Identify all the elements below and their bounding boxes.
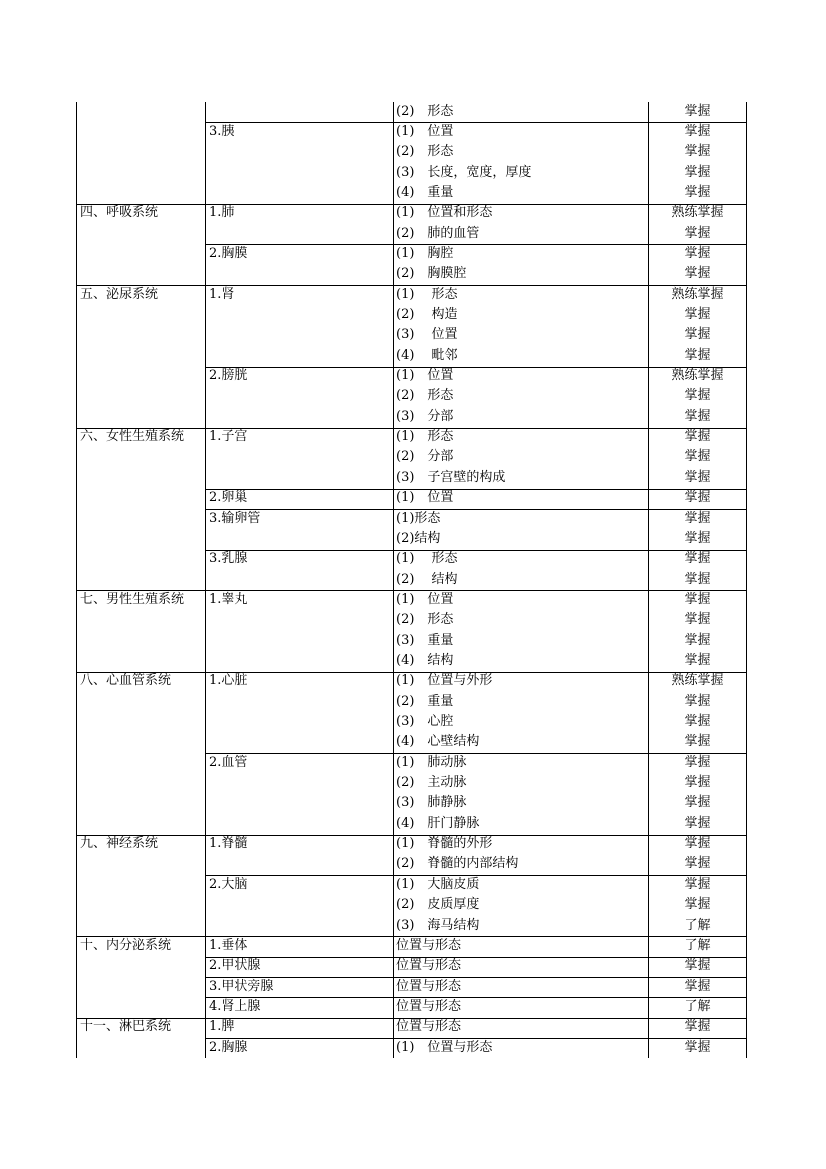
requirement-cell: 掌握 [684,347,711,363]
content-cell: 位置与形态 [396,958,462,974]
requirement-cell: 了解 [684,998,711,1014]
content-cell: (1) 胸腔 [396,245,454,261]
requirement-cell: 掌握 [684,754,711,770]
requirement-cell: 熟练掌握 [671,673,724,689]
content-cell: (2) 主动脉 [396,775,467,791]
content-cell: 位置与形态 [396,1019,462,1035]
content-cell: (2) 肺的血管 [396,225,480,241]
topic-cell: 2.卵巢 [209,490,248,506]
content-cell: (2) 形态 [396,388,454,404]
content-cell: (4) 肝门静脉 [396,815,480,831]
system-cell: 八、心血管系统 [80,673,172,689]
requirement-cell: 掌握 [684,490,711,506]
system-cell: 十、内分泌系统 [80,937,172,953]
requirement-cell: 掌握 [684,652,711,668]
requirement-cell: 掌握 [684,530,711,546]
requirement-cell: 掌握 [684,184,711,200]
topic-cell: 3.输卵管 [209,510,261,526]
content-cell: (2) 形态 [396,144,454,160]
content-cell: (1) 位置和形态 [396,205,493,221]
topic-cell: 2.血管 [209,754,248,770]
requirement-cell: 掌握 [684,612,711,628]
content-cell: (2) 分部 [396,449,454,465]
content-cell: (3) 长度，宽度，厚度 [396,164,532,180]
requirement-cell: 熟练掌握 [671,205,724,221]
topic-cell: 4.肾上腺 [209,998,261,1014]
content-cell: (1) 位置 [396,490,454,506]
requirement-cell: 掌握 [684,958,711,974]
topic-cell: 1.垂体 [209,937,248,953]
requirement-cell: 掌握 [684,551,711,567]
requirement-cell: 掌握 [684,388,711,404]
content-cell: (3) 重量 [396,632,454,648]
content-cell: (2) 皮质厚度 [396,897,480,913]
requirement-cell: 掌握 [684,978,711,994]
column-border-0 [76,102,77,1058]
topic-cell: 1.子宫 [209,429,248,445]
requirement-cell: 掌握 [684,856,711,872]
content-cell: (2)结构 [396,530,441,546]
content-cell: (4) 结构 [396,652,454,668]
content-cell: (1) 大脑皮质 [396,876,480,892]
requirement-cell: 了解 [684,917,711,933]
content-cell: (4) 重量 [396,184,454,200]
requirement-cell: 掌握 [684,144,711,160]
topic-cell: 1.脾 [209,1019,235,1035]
topic-cell: 3.甲状旁腺 [209,978,274,994]
topic-cell: 2.胸腺 [209,1039,248,1055]
requirement-cell: 了解 [684,937,711,953]
content-cell: (2) 形态 [396,612,454,628]
requirement-cell: 掌握 [684,836,711,852]
content-cell: (1) 位置与形态 [396,1039,493,1055]
column-border-4 [746,102,747,1058]
requirement-cell: 掌握 [684,714,711,729]
content-cell: (1) 位置 [396,591,454,607]
content-cell: 位置与形态 [396,998,462,1014]
system-cell: 九、神经系统 [80,836,159,852]
system-cell: 十一、淋巴系统 [80,1019,172,1035]
topic-cell: 1.肾 [209,286,235,302]
requirement-cell: 掌握 [684,307,711,322]
topic-cell: 1.肺 [209,205,235,221]
requirement-cell: 掌握 [684,632,711,648]
requirement-cell: 掌握 [684,876,711,892]
requirement-cell: 掌握 [684,408,711,424]
requirement-cell: 掌握 [684,775,711,791]
requirement-cell: 掌握 [684,734,711,750]
content-cell: (1) 形态 [396,286,458,302]
content-cell: (2) 构造 [396,307,458,322]
requirement-cell: 熟练掌握 [671,286,724,302]
column-border-2 [393,102,394,1058]
content-cell: (3) 肺静脉 [396,795,467,811]
content-cell: (3) 位置 [396,327,458,343]
system-cell: 五、泌尿系统 [80,286,159,302]
content-cell: (2) 胸膜腔 [396,266,467,282]
content-cell: (1) 肺动脉 [396,754,467,770]
topic-cell: 2.甲状腺 [209,958,261,974]
requirement-cell: 掌握 [684,245,711,261]
requirement-cell: 掌握 [684,225,711,241]
topic-cell: 1.脊髓 [209,836,248,852]
requirement-cell: 掌握 [684,123,711,139]
requirement-cell: 掌握 [684,1039,711,1055]
requirement-cell: 掌握 [684,693,711,709]
topic-cell: 1.心脏 [209,673,248,689]
requirement-cell: 熟练掌握 [671,368,724,384]
content-cell: (1)形态 [396,510,441,526]
content-cell: (3) 子宫壁的构成 [396,469,506,485]
content-cell: (2) 结构 [396,571,458,587]
requirement-cell: 掌握 [684,591,711,607]
requirement-cell: 掌握 [684,103,711,119]
requirement-cell: 掌握 [684,795,711,811]
requirement-cell: 掌握 [684,510,711,526]
content-cell: (3) 分部 [396,408,454,424]
system-cell: 七、男性生殖系统 [80,591,185,607]
requirement-cell: 掌握 [684,571,711,587]
content-cell: (2) 脊髓的内部结构 [396,856,519,872]
requirement-cell: 掌握 [684,266,711,282]
content-cell: (2) 重量 [396,693,454,709]
column-border-1 [205,102,206,1058]
topic-cell: 1.睾丸 [209,591,248,607]
content-cell: (1) 位置 [396,123,454,139]
content-cell: (1) 形态 [396,551,458,567]
topic-cell: 3.乳腺 [209,551,248,567]
content-cell: (3) 心腔 [396,714,454,729]
content-cell: (4) 心壁结构 [396,734,480,750]
requirement-cell: 掌握 [684,1019,711,1035]
requirement-cell: 掌握 [684,327,711,343]
topic-cell: 3.胰 [209,123,235,139]
topic-cell: 2.胸膜 [209,245,248,261]
content-cell: 位置与形态 [396,937,462,953]
content-cell: (4) 毗邻 [396,347,458,363]
system-cell: 六、女性生殖系统 [80,429,185,445]
requirement-cell: 掌握 [684,469,711,485]
topic-cell: 2.大脑 [209,876,248,892]
requirement-cell: 掌握 [684,449,711,465]
content-cell: (3) 海马结构 [396,917,480,933]
requirement-cell: 掌握 [684,164,711,180]
content-cell: (2) 形态 [396,103,454,119]
content-cell: 位置与形态 [396,978,462,994]
requirement-cell: 掌握 [684,897,711,913]
system-cell: 四、呼吸系统 [80,205,159,221]
topic-cell: 2.膀胱 [209,368,248,384]
content-cell: (1) 位置与外形 [396,673,493,689]
content-cell: (1) 形态 [396,429,454,445]
content-cell: (1) 位置 [396,368,454,384]
requirement-cell: 掌握 [684,429,711,445]
requirement-cell: 掌握 [684,815,711,831]
content-cell: (1) 脊髓的外形 [396,836,493,852]
